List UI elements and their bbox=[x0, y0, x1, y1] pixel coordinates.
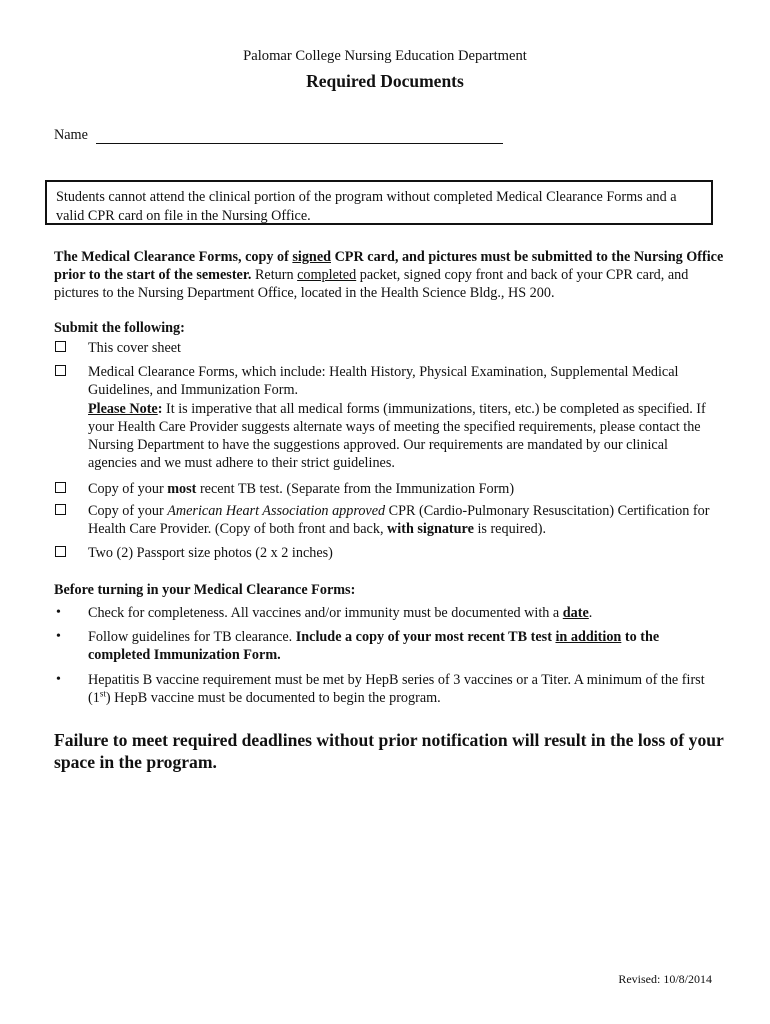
item-cpr-signature: with signature bbox=[387, 521, 474, 538]
bullet-2-in-addition: in addition bbox=[555, 629, 622, 645]
intro-normal-1: Return bbox=[251, 267, 298, 283]
bullet-3-icon: • bbox=[56, 672, 61, 687]
intro-signed: signed bbox=[292, 249, 332, 265]
item-cpr-text-c: is required). bbox=[473, 521, 546, 538]
checkbox-medical-forms[interactable] bbox=[55, 365, 66, 376]
bullet-1-date: date bbox=[562, 605, 589, 621]
bullet-2-bold-2: to the completed Immunization Form. bbox=[88, 629, 660, 664]
bullet-completeness bbox=[88, 604, 720, 622]
item-cpr-text-a: Copy of your bbox=[88, 503, 168, 519]
intro-normal-2: packet, signed copy front and back of your CPR card, and pictures to the Nursing Department Office, located in the Health Science Bldg., HS 200. bbox=[54, 267, 689, 301]
item-tb-text-a: Copy of your bbox=[88, 481, 168, 497]
item-cpr-aha: American Heart Association approved bbox=[167, 503, 386, 519]
please-note-colon: : bbox=[157, 400, 163, 417]
item-photos: Two (2) Passport size photos (2 x 2 inches) bbox=[88, 545, 333, 561]
bullet-hepb bbox=[88, 671, 720, 708]
checkbox-tb-test[interactable] bbox=[55, 482, 66, 493]
checkbox-cover-sheet[interactable] bbox=[55, 341, 66, 352]
intro-bold-2: CPR card, and pictures must be submitted to the Nursing Office prior to the start of the semester. bbox=[54, 249, 724, 283]
notice-box bbox=[45, 180, 713, 225]
intro-bold-1: The Medical Clearance Forms, copy of bbox=[54, 249, 293, 265]
notice-text: Students cannot attend the clinical portion of the program without completed Medical Clearance Forms and a valid CPR card on file in the Nursing Office. bbox=[56, 189, 677, 224]
bullet-3-sup: st bbox=[99, 688, 106, 699]
deadline-warning: Failure to meet required deadlines without prior notification will result in the loss of your space in the program. bbox=[54, 730, 724, 772]
item-cover-sheet: This cover sheet bbox=[88, 340, 181, 356]
item-cpr bbox=[88, 502, 718, 539]
please-note-text: It is imperative that all medical forms (immunizations, titers, etc.) be completed as specified. If your Health Care Provider suggests alternate ways of meeting the specified requirements, please contact the Nursing Department to have the suggestions approved. Our requirements are mandated by our clinical agencies and we must adhere to their strict guidelines. bbox=[88, 400, 706, 472]
bullet-3-text-b: ) HepB vaccine must be documented to begin the program. bbox=[105, 690, 441, 707]
page-title: Required Documents bbox=[306, 71, 464, 91]
bullet-1-icon: • bbox=[56, 605, 61, 620]
checkbox-photos[interactable] bbox=[55, 546, 66, 557]
before-heading: Before turning in your Medical Clearance Forms: bbox=[54, 582, 356, 598]
bullet-1-end: . bbox=[588, 605, 593, 621]
name-label: Name bbox=[54, 127, 88, 143]
bullet-2-text: Follow guidelines for TB clearance. bbox=[88, 629, 296, 645]
submit-heading: Submit the following: bbox=[54, 320, 185, 336]
bullet-2-bold-1: Include a copy of your most recent TB test bbox=[295, 629, 556, 645]
item-tb-most: most bbox=[167, 481, 197, 497]
bullet-2-icon: • bbox=[56, 629, 61, 644]
item-tb-text-b: recent TB test. (Separate from the Immunization Form) bbox=[196, 481, 515, 497]
department-name: Palomar College Nursing Education Department bbox=[243, 48, 527, 64]
intro-completed: completed bbox=[297, 267, 357, 283]
please-note bbox=[88, 400, 718, 473]
checkbox-cpr[interactable] bbox=[55, 504, 66, 515]
item-medical-forms bbox=[88, 363, 718, 473]
name-field[interactable] bbox=[96, 143, 503, 144]
bullet-3-text-a: Hepatitis B vaccine requirement must be met by HepB series of 3 vaccines or a Titer. A minimum of the first (1 bbox=[88, 672, 705, 707]
item-cpr-text-b: CPR (Cardio-Pulmonary Resuscitation) Certification for Health Care Provider. (Copy of both front and back, bbox=[88, 503, 710, 538]
revised-date: Revised: 10/8/2014 bbox=[618, 972, 712, 986]
bullet-1-text: Check for completeness. All vaccines and/or immunity must be documented with a bbox=[88, 605, 563, 621]
please-note-label: Please Note bbox=[88, 400, 158, 417]
item-medical-forms-text: Medical Clearance Forms, which include: Health History, Physical Examination, Supplemental Medical Guidelines, and Immunization Form. bbox=[88, 364, 679, 399]
item-tb-test bbox=[88, 480, 718, 498]
intro-paragraph bbox=[54, 248, 724, 302]
bullet-tb-clearance bbox=[88, 628, 720, 665]
